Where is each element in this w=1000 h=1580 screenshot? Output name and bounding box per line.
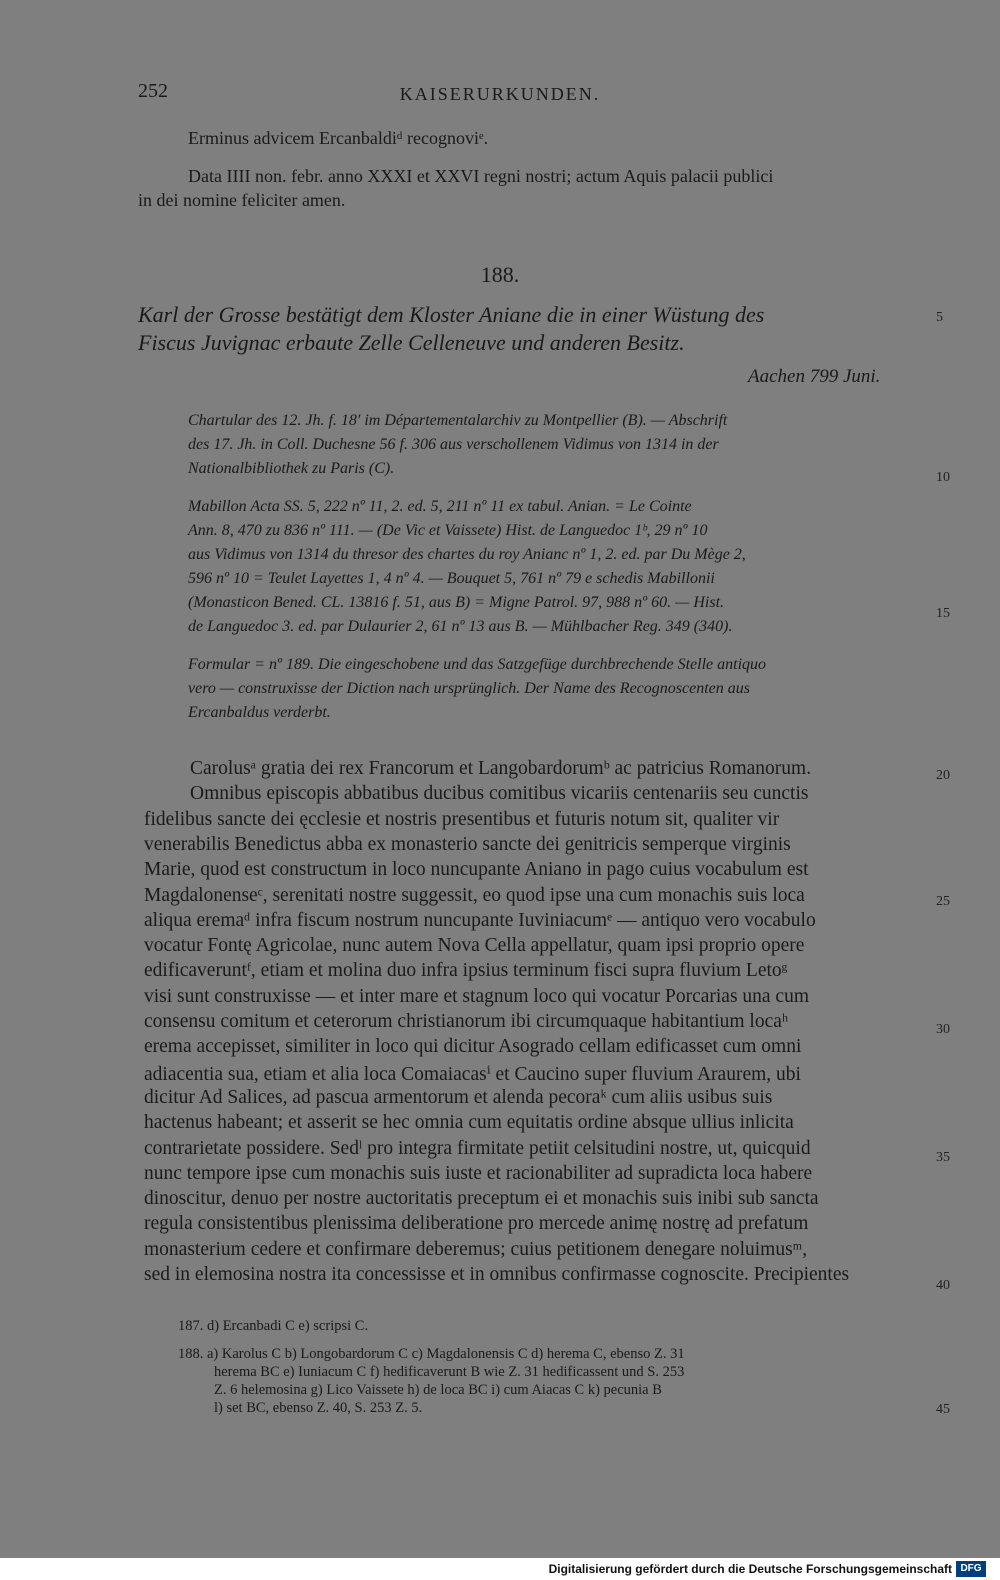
running-header: KAISERURKUNDEN. <box>399 84 601 104</box>
charter-line: dicitur Ad Salices, ad pascua armentorum et alenda pecoraᵏ cum aliis usibus suis <box>144 1086 773 1108</box>
charter-line: hactenus habeant; et asserit se hec omnia cum equitatis ordine absque ullius inlicita <box>144 1112 794 1134</box>
charter-line: Magdalonenseᶜ, serenitati nostre suggessit, eo quod ipse una cum monachis suis loca <box>144 884 805 906</box>
charter-line: Omnibus episcopis abbatibus ducibus comitibus vicariis centenariis seu cunctis <box>190 783 809 805</box>
line-number: 35 <box>936 1150 950 1165</box>
charter-line: contrarietate possidere. Sedˡ pro integra firmitate petiit celsitudini nostre, ut, quicquid <box>144 1137 811 1159</box>
charter-line: visi sunt construxisse — et inter mare et stagnum loco qui vocatur Porcarias una cum <box>144 985 810 1007</box>
line-number: 30 <box>936 1022 950 1037</box>
document-number: 188. <box>480 262 520 287</box>
line-number: 20 <box>936 768 950 783</box>
footnote-188-line: Z. 6 helemosina g) Lico Vaissete h) de loca BC i) cum Aiacas C k) pecunia B <box>214 1382 662 1398</box>
page-number: 252 <box>138 80 168 102</box>
charter-line: consensu comitum et ceterorum christianorum ibi circumquaque habitantium locaʰ <box>144 1011 789 1032</box>
formular-line: Formular = nº 189. Die eingeschobene und das Satzgefüge durchbrechende Stelle antiquo <box>188 656 767 673</box>
prev-doc-dating-cont: in dei nomine feliciter amen. <box>138 190 346 210</box>
line-number: 10 <box>936 470 950 485</box>
charter-line: aliqua eremaᵈ infra fiscum nostrum nuncupante Iuviniacumᵉ — antiquo vero vocabulo <box>144 909 816 931</box>
charter-line: edificaveruntᶠ, etiam et molina duo infra ipsius terminum fisci supra fluvium Letoᵍ <box>144 960 788 982</box>
dfg-logo: DFG <box>956 1561 986 1577</box>
regest-line: Karl der Grosse bestätigt dem Kloster Aniane die in einer Wüstung des <box>138 302 765 327</box>
line-number: 45 <box>936 1402 950 1417</box>
prev-doc-recognition: Erminus advicem Ercanbaldiᵈ recognoviᵉ. <box>188 128 489 148</box>
charter-line: erema accepisset, similiter in loco qui dicitur Asogrado cellam edificasset cum omni <box>144 1036 802 1058</box>
prev-doc-dating: Data IIII non. febr. anno XXXI et XXVI regni nostri; actum Aquis palacii publici <box>188 166 774 186</box>
dfg-credit: Digitalisierung gefördert durch die Deutsche Forschungsgemeinschaft <box>548 1562 952 1576</box>
edition-line: de Languedoc 3. ed. par Dulaurier 2, 61 nº 13 aus B. — Mühlbacher Reg. 349 (340). <box>188 618 733 635</box>
date-place: Aachen 799 Juni. <box>748 366 881 387</box>
charter-line: fidelibus sancte dei ęcclesie et nostris presentibus et futuris notum sit, qualiter vir <box>144 808 780 830</box>
footnote-188-line: 188. a) Karolus C b) Longobardorum C c) Magdalonensis C d) herema C, ebenso Z. 31 <box>178 1346 685 1362</box>
charter-line: sed in elemosina nostra ita concessisse et in omnibus confirmasse cognoscite. Precipientes <box>144 1264 850 1285</box>
edition-line: Ann. 8, 470 zu 836 nº 111. — (De Vic et Vaissete) Hist. de Languedoc 1ᵇ, 29 nº 10 <box>188 522 708 539</box>
line-number: 40 <box>936 1278 950 1293</box>
formular-line: Ercanbaldus verderbt. <box>188 704 331 721</box>
charter-line: Marie, quod est constructum in loco nuncupante Aniano in pago cuius vocabulum est <box>144 859 809 881</box>
charter-line: regula consistentibus plenissima deliberatione pro mercede animę nostrę ad prefatum <box>144 1213 809 1235</box>
footnote-188-line: herema BC e) Iuniacum C f) hedificaverunt B wie Z. 31 hedificassent und S. 253 <box>214 1364 685 1380</box>
charter-line: vocatur Fontę Agricolae, nunc autem Nova Cella appellatur, quam ipsi proprio opere <box>144 935 805 957</box>
charter-line: adiacentia sua, etiam et alia loca Comaiacasⁱ et Caucino super fluvium Araurem, ubi <box>144 1063 801 1085</box>
tradition-line: Chartular des 12. Jh. f. 18' im Départementalarchiv zu Montpellier (B). — Abschrift <box>188 412 728 429</box>
footnote-187: 187. d) Ercanbadi C e) scripsi C. <box>178 1318 369 1334</box>
tradition-line: Nationalbibliothek zu Paris (C). <box>188 460 395 477</box>
edition-line: 596 nº 10 = Teulet Layettes 1, 4 nº 4. — Bouquet 5, 761 nº 79 e schedis Mabillonii <box>188 570 715 587</box>
charter-line: nunc tempore ipse cum monachis suis iuste et racionabiliter ad supradicta loca habere <box>144 1162 813 1184</box>
charter-line: venerabilis Benedictus abba ex monasterio sancte dei genitricis semperque virginis <box>144 833 791 855</box>
footnote-188-line: l) set BC, ebenso Z. 40, S. 253 Z. 5. <box>214 1400 423 1416</box>
line-number: 5 <box>936 310 943 325</box>
edition-line: Mabillon Acta SS. 5, 222 nº 11, 2. ed. 5, 211 nº 11 ex tabul. Anian. = Le Cointe <box>188 498 692 515</box>
charter-line: monasterium cedere et confirmare deberemus; cuius petitionem denegare noluimusᵐ, <box>144 1238 808 1260</box>
charter-line: Carolusᵃ gratia dei rex Francorum et Langobardorumᵇ ac patricius Romanorum. <box>190 758 812 779</box>
line-number: 25 <box>936 894 950 909</box>
formular-line: vero — construxisse der Diction nach ursprünglich. Der Name des Recognoscenten aus <box>188 680 750 697</box>
edition-line: aus Vidimus von 1314 du thresor des chartes du roy Anianc nº 1, 2. ed. par Du Mège 2, <box>188 546 746 563</box>
line-number: 15 <box>936 606 950 621</box>
regest-line: Fiscus Juvignac erbaute Zelle Celleneuve und anderen Besitz. <box>138 330 685 355</box>
tradition-line: des 17. Jh. in Coll. Duchesne 56 f. 306 aus verschollenem Vidimus von 1314 in der <box>188 436 719 453</box>
charter-line: dinoscitur, denuo per nostre auctoritatis preceptum ei et monachis suis inibi sub sancta <box>144 1188 819 1210</box>
edition-line: (Monasticon Bened. CL. 13816 f. 51, aus B) = Migne Patrol. 97, 988 nº 60. — Hist. <box>188 594 725 611</box>
